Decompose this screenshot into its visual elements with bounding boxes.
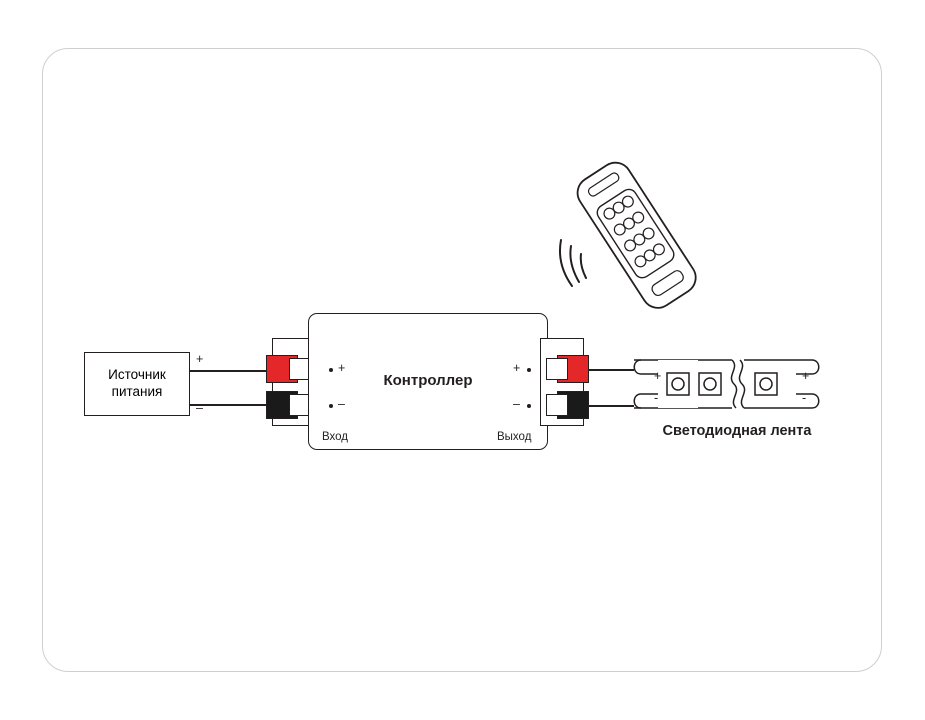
controller-input-minus-dot — [329, 404, 333, 408]
controller-output-label: Выход — [497, 431, 532, 443]
power-supply-label — [108, 367, 166, 401]
power-supply-block — [84, 352, 190, 416]
controller-input-plus-sign: + — [338, 361, 346, 375]
psu-plus-sign: + — [196, 352, 204, 366]
controller-input-plus-dot — [329, 368, 333, 372]
psu-minus-sign: – — [196, 401, 203, 415]
controller-label: Контроллер — [383, 372, 473, 389]
strip-right-minus-sign: - — [802, 391, 807, 405]
controller-input-minus-sign: – — [338, 397, 345, 411]
controller-output-minus-dot — [527, 404, 531, 408]
controller-output-minus-sign: – — [513, 397, 520, 411]
power-supply-label-line2: питания — [111, 384, 163, 399]
strip-left-minus-sign: - — [654, 391, 659, 405]
strip-right-plus-sign: + — [802, 369, 810, 383]
ir-remote-graphic — [552, 142, 732, 312]
output-terminal-negative-screw — [546, 394, 568, 416]
wire-psu-plus — [190, 370, 272, 372]
led-strip-graphic — [628, 358, 843, 410]
strip-left-plus-sign: + — [654, 369, 662, 383]
controller-output-plus-dot — [527, 368, 531, 372]
controller-output-plus-sign: + — [513, 361, 521, 375]
controller-input-label: Вход — [322, 431, 349, 443]
power-supply-label-line1: Источник — [108, 367, 166, 383]
output-terminal-positive-screw — [546, 358, 568, 380]
led-strip-label: Светодиодная лента — [662, 423, 812, 439]
